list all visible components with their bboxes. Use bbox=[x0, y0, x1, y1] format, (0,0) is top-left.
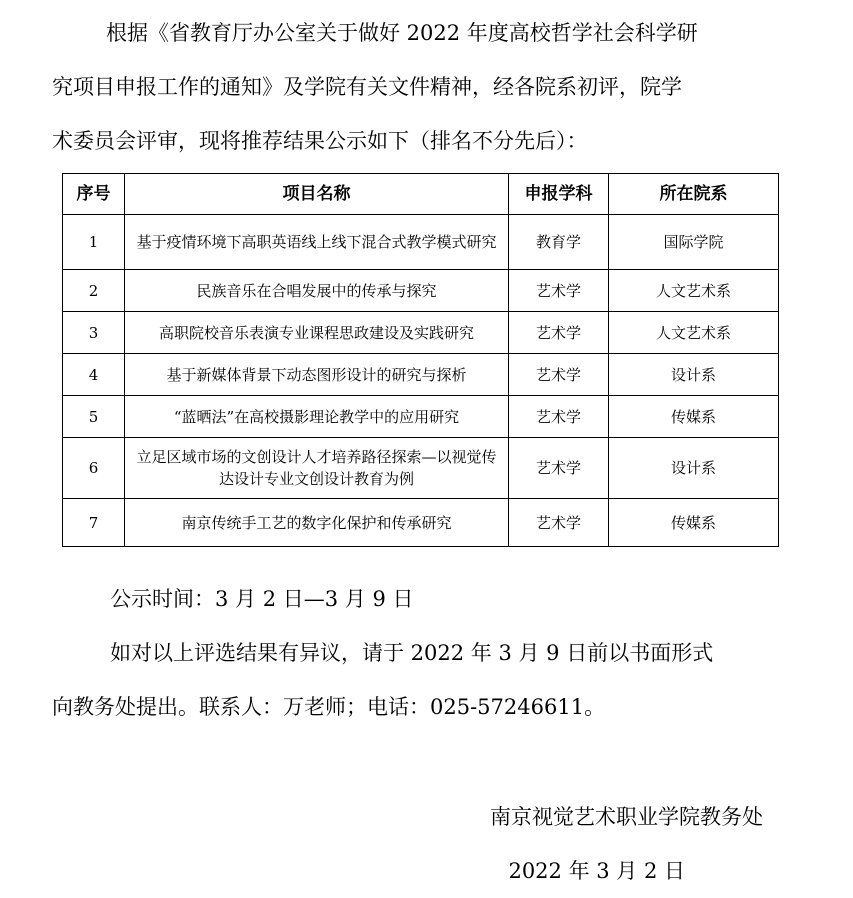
cell-subject: 艺术学 bbox=[509, 354, 609, 396]
cell-project-name: 高职院校音乐表演专业课程思政建设及实践研究 bbox=[125, 312, 509, 354]
objection-line-2: 向教务处提出。联系人：万老师；电话：025-57246611。 bbox=[52, 695, 606, 719]
cell-subject: 艺术学 bbox=[509, 499, 609, 547]
header-project-name: 项目名称 bbox=[125, 174, 509, 215]
table-header-row bbox=[63, 174, 779, 215]
cell-department: 传媒系 bbox=[609, 499, 779, 547]
cell-no: 3 bbox=[63, 312, 125, 354]
header-no: 序号 bbox=[63, 174, 125, 215]
cell-project-name: 立足区域市场的文创设计人才培养路径探索—以视觉传达设计专业文创设计教育为例 bbox=[125, 438, 509, 499]
cell-subject: 艺术学 bbox=[509, 396, 609, 438]
cell-project-name: 民族音乐在合唱发展中的传承与探究 bbox=[125, 270, 509, 312]
intro-paragraph bbox=[52, 6, 792, 168]
cell-department: 设计系 bbox=[609, 438, 779, 499]
table-row bbox=[63, 270, 779, 312]
cell-department: 国际学院 bbox=[609, 215, 779, 270]
publicity-period: 公示时间：3 月 2 日—3 月 9 日 bbox=[110, 587, 414, 611]
header-subject: 申报学科 bbox=[509, 174, 609, 215]
results-table bbox=[62, 173, 779, 547]
cell-project-name: 基于新媒体背景下动态图形设计的研究与探析 bbox=[125, 354, 509, 396]
cell-subject: 艺术学 bbox=[509, 312, 609, 354]
intro-line-2: 究项目申报工作的通知》及学院有关文件精神，经各院系初评，院学 bbox=[52, 75, 682, 99]
cell-subject: 艺术学 bbox=[509, 438, 609, 499]
cell-department: 设计系 bbox=[609, 354, 779, 396]
signature-block bbox=[490, 790, 763, 898]
cell-no: 2 bbox=[63, 270, 125, 312]
cell-no: 7 bbox=[63, 499, 125, 547]
intro-line-3: 术委员会评审，现将推荐结果公示如下（排名不分先后）： bbox=[52, 129, 588, 153]
results-table-container bbox=[62, 173, 779, 547]
intro-line-1: 根据《省教育厅办公室关于做好 2022 年度高校哲学社会科学研 bbox=[106, 21, 698, 45]
cell-project-name: 基于疫情环境下高职英语线上线下混合式教学模式研究 bbox=[125, 215, 509, 270]
objection-line-1: 如对以上评选结果有异议，请于 2022 年 3 月 9 日前以书面形式 bbox=[110, 641, 714, 665]
cell-subject: 教育学 bbox=[509, 215, 609, 270]
issue-date: 2022 年 3 月 2 日 bbox=[508, 859, 685, 883]
notice-section bbox=[52, 572, 812, 734]
table-row bbox=[63, 396, 779, 438]
table-row bbox=[63, 215, 779, 270]
table-row bbox=[63, 312, 779, 354]
cell-department: 人文艺术系 bbox=[609, 312, 779, 354]
table-row bbox=[63, 499, 779, 547]
cell-project-name: 南京传统手工艺的数字化保护和传承研究 bbox=[125, 499, 509, 547]
header-department: 所在院系 bbox=[609, 174, 779, 215]
issuing-office: 南京视觉艺术职业学院教务处 bbox=[490, 805, 763, 829]
cell-department: 传媒系 bbox=[609, 396, 779, 438]
cell-no: 5 bbox=[63, 396, 125, 438]
cell-no: 1 bbox=[63, 215, 125, 270]
cell-no: 4 bbox=[63, 354, 125, 396]
cell-subject: 艺术学 bbox=[509, 270, 609, 312]
cell-no: 6 bbox=[63, 438, 125, 499]
table-row bbox=[63, 438, 779, 499]
cell-project-name: “蓝晒法”在高校摄影理论教学中的应用研究 bbox=[125, 396, 509, 438]
table-row bbox=[63, 354, 779, 396]
cell-department: 人文艺术系 bbox=[609, 270, 779, 312]
